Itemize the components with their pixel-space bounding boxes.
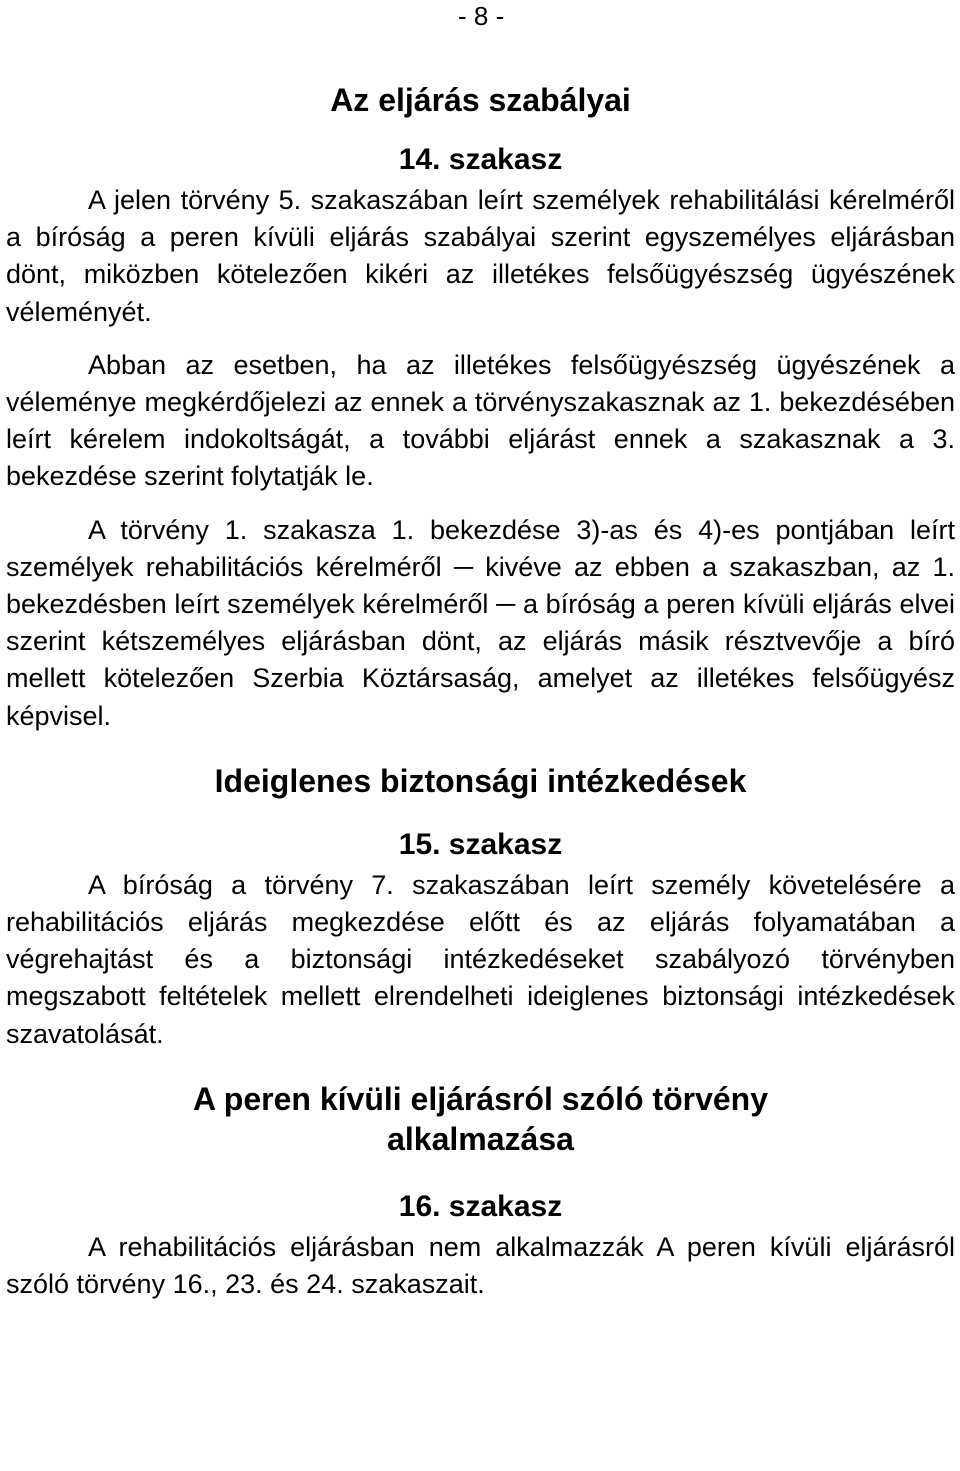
section-15-title: 15. szakasz [398, 827, 563, 861]
section-16-paragraph-1: A rehabilitációs eljárásban nem alkalmazzák A peren kívüli eljárásról szóló törvény 16., 23. és 24. szakaszait. [6, 1231, 955, 1300]
main-heading: Az eljárás szabályai [330, 82, 631, 118]
section-14-paragraph-3: A törvény 1. szakasza 1. bekezdése 3)-as és 4)-es pontjában leírt személyek rehabilitációs kérelméről ─ kivéve az ebben a szakaszban, az 1. bekezdésben leírt személyek kérelméről ─ a bíróság a peren kívüli eljárás elvei szerint kétszemélyes eljárásban dönt, az eljárás másik résztvevője a bíró mellett kötelezően Szerbia Köztársaság, amelyet az illetékes felsőügyész képvisel. [6, 514, 955, 731]
section-14-paragraph-1: A jelen törvény 5. szakaszában leírt személyek rehabilitálási kérelméről a bíróság a peren kívüli eljárás szabályai szerint egyszemélyes eljárásban dönt, miközben kötelezően kikéri az illetékes felsőügyészség ügyészének véleményét. [6, 185, 955, 327]
section-14-paragraph-2: Abban az esetben, ha az illetékes felsőügyészség ügyészének a véleménye megkérdőjelezi az ennek a törvényszakasznak az 1. bekezdésében leírt kérelem indokoltságát, a további eljárást ennek a szakasznak a 3. bekezdése szerint folytatják le. [6, 349, 955, 492]
page-number: - 8 - [458, 1, 505, 31]
document-body [6, 80, 955, 1303]
section-16-title: 16. szakasz [398, 1189, 563, 1223]
section-14-title: 14. szakasz [398, 143, 563, 176]
nonlitigious-procedure-heading: A peren kívüli eljárásról szóló törvény alkalmazása [192, 1080, 768, 1157]
section-15-paragraph-1: A bíróság a törvény 7. szakaszában leírt személy követelésére a rehabilitációs eljárás megkezdése előtt és az eljárás folyamatában a végrehajtást és a biztonsági intézkedéseket szabályozó törvényben megszabott feltételek mellett elrendelheti ideiglenes biztonsági intézkedések szavatolását. [6, 869, 955, 1049]
temporary-measures-heading: Ideiglenes biztonsági intézkedések [214, 762, 747, 799]
